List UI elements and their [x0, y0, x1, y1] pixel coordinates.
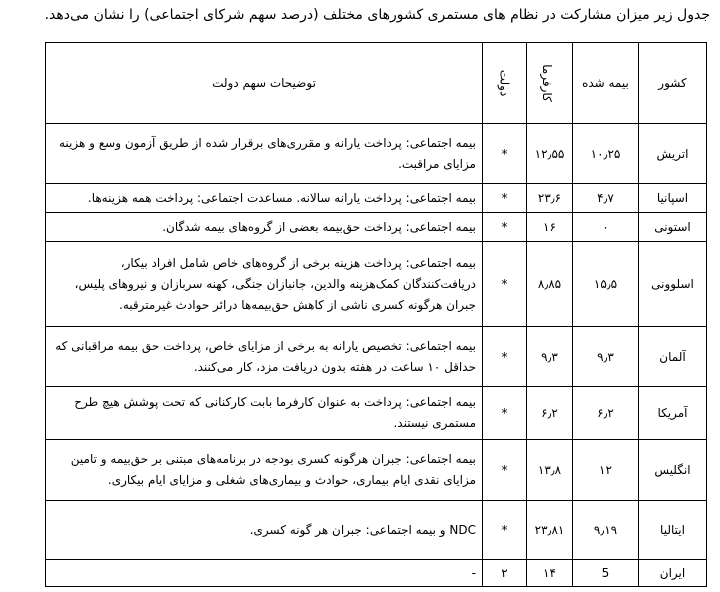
employer-cell: ۱۶	[527, 213, 573, 242]
employer-cell: ۲۳٫۸۱	[527, 501, 573, 560]
insured-cell: ۹٫۱۹	[573, 501, 639, 560]
insured-cell: ۹٫۳	[573, 327, 639, 387]
header-country: کشور	[639, 43, 707, 124]
table-row	[46, 440, 707, 501]
description-cell: بیمه اجتماعی: پرداخت هزینه برخی از گروه‌های خاص شامل افراد بیکار، دریافت‌کنندگان کمک‌هزینه والدین، جانبازان جنگی، کهنه سربازان و نیروهای پلیس، جبران هرگونه کسری ناشی از کاهش حق‌بیمه‌ها درائر حوادث غیرمترقبه.	[46, 242, 483, 327]
country-cell: استونی	[639, 213, 707, 242]
employer-cell: ۱۲٫۵۵	[527, 124, 573, 184]
country-cell: آمریکا	[639, 387, 707, 440]
country-cell: اسپانیا	[639, 184, 707, 213]
government-cell: *	[483, 124, 527, 184]
employer-cell: ۲۳٫۶	[527, 184, 573, 213]
header-insured: بیمه شده	[573, 43, 639, 124]
government-cell: *	[483, 184, 527, 213]
header-government: دولت	[483, 43, 527, 124]
country-cell: اتریش	[639, 124, 707, 184]
table-row	[46, 184, 707, 213]
table-row	[46, 213, 707, 242]
country-cell: اسلوونی	[639, 242, 707, 327]
employer-cell: ۱۳٫۸	[527, 440, 573, 501]
government-cell: *	[483, 242, 527, 327]
insured-cell: ۴٫۷	[573, 184, 639, 213]
country-cell: ایران	[639, 560, 707, 587]
table-row	[46, 327, 707, 387]
description-cell: بیمه اجتماعی: پرداخت حق‌بیمه بعضی از گروه‌های بیمه شدگان.	[46, 213, 483, 242]
employer-cell: ۹٫۳	[527, 327, 573, 387]
table-row	[46, 387, 707, 440]
government-cell: *	[483, 213, 527, 242]
header-description: توضیحات سهم دولت	[46, 43, 483, 124]
government-cell: ۲	[483, 560, 527, 587]
employer-cell: ۸٫۸۵	[527, 242, 573, 327]
country-cell: ایتالیا	[639, 501, 707, 560]
insured-cell: ۱۲	[573, 440, 639, 501]
government-cell: *	[483, 327, 527, 387]
country-cell: آلمان	[639, 327, 707, 387]
description-cell: بیمه اجتماعی: تخصیص یارانه به برخی از مزایای خاص، پرداخت حق بیمه مراقبانی که حداقل ۱۰ ساعت در هفته بدون دریافت مزد، کار می‌کنند.	[46, 327, 483, 387]
insured-cell: ۱۰٫۲۵	[573, 124, 639, 184]
employer-cell: ۶٫۲	[527, 387, 573, 440]
employer-cell: ۱۴	[527, 560, 573, 587]
table-row	[46, 501, 707, 560]
insured-cell: 5	[573, 560, 639, 587]
description-cell: بیمه اجتماعی: پرداخت یارانه و مقرری‌های برقرار شده از طریق آزمون وسع و هزینه مزایای مراقبت.	[46, 124, 483, 184]
description-cell: بیمه اجتماعی: پرداخت یارانه سالانه. مساعدت اجتماعی: پرداخت همه هزینه‌ها.	[46, 184, 483, 213]
insured-cell: ۶٫۲	[573, 387, 639, 440]
government-cell: *	[483, 440, 527, 501]
description-cell: NDC و بیمه اجتماعی: جبران هر گونه کسری.	[46, 501, 483, 560]
description-cell: بیمه اجتماعی: جبران هرگونه کسری بودجه در برنامه‌های مبتنی بر حق‌بیمه و تامین مزایای نقدی ایام بیماری، حوادث و بیماری‌های شغلی و مزایای ایام بیکاری.	[46, 440, 483, 501]
table-caption: جدول زیر میزان مشارکت در نظام های مستمری کشورهای مختلف (درصد سهم شرکای اجتماعی) را نشان می‌دهد.	[44, 7, 710, 23]
header-employer: کارفرما	[527, 43, 573, 124]
description-cell: بیمه اجتماعی: پرداخت به عنوان کارفرما بابت کارکنانی که تحت پوشش هیچ طرح مستمری نیستند.	[46, 387, 483, 440]
insured-cell: ۰	[573, 213, 639, 242]
table-row	[46, 242, 707, 327]
header-row	[46, 43, 707, 124]
government-cell: *	[483, 387, 527, 440]
government-cell: *	[483, 501, 527, 560]
pension-contribution-table	[45, 42, 707, 587]
country-cell: انگلیس	[639, 440, 707, 501]
table-row	[46, 560, 707, 587]
table-row	[46, 124, 707, 184]
description-cell: -	[46, 560, 483, 587]
insured-cell: ۱۵٫۵	[573, 242, 639, 327]
